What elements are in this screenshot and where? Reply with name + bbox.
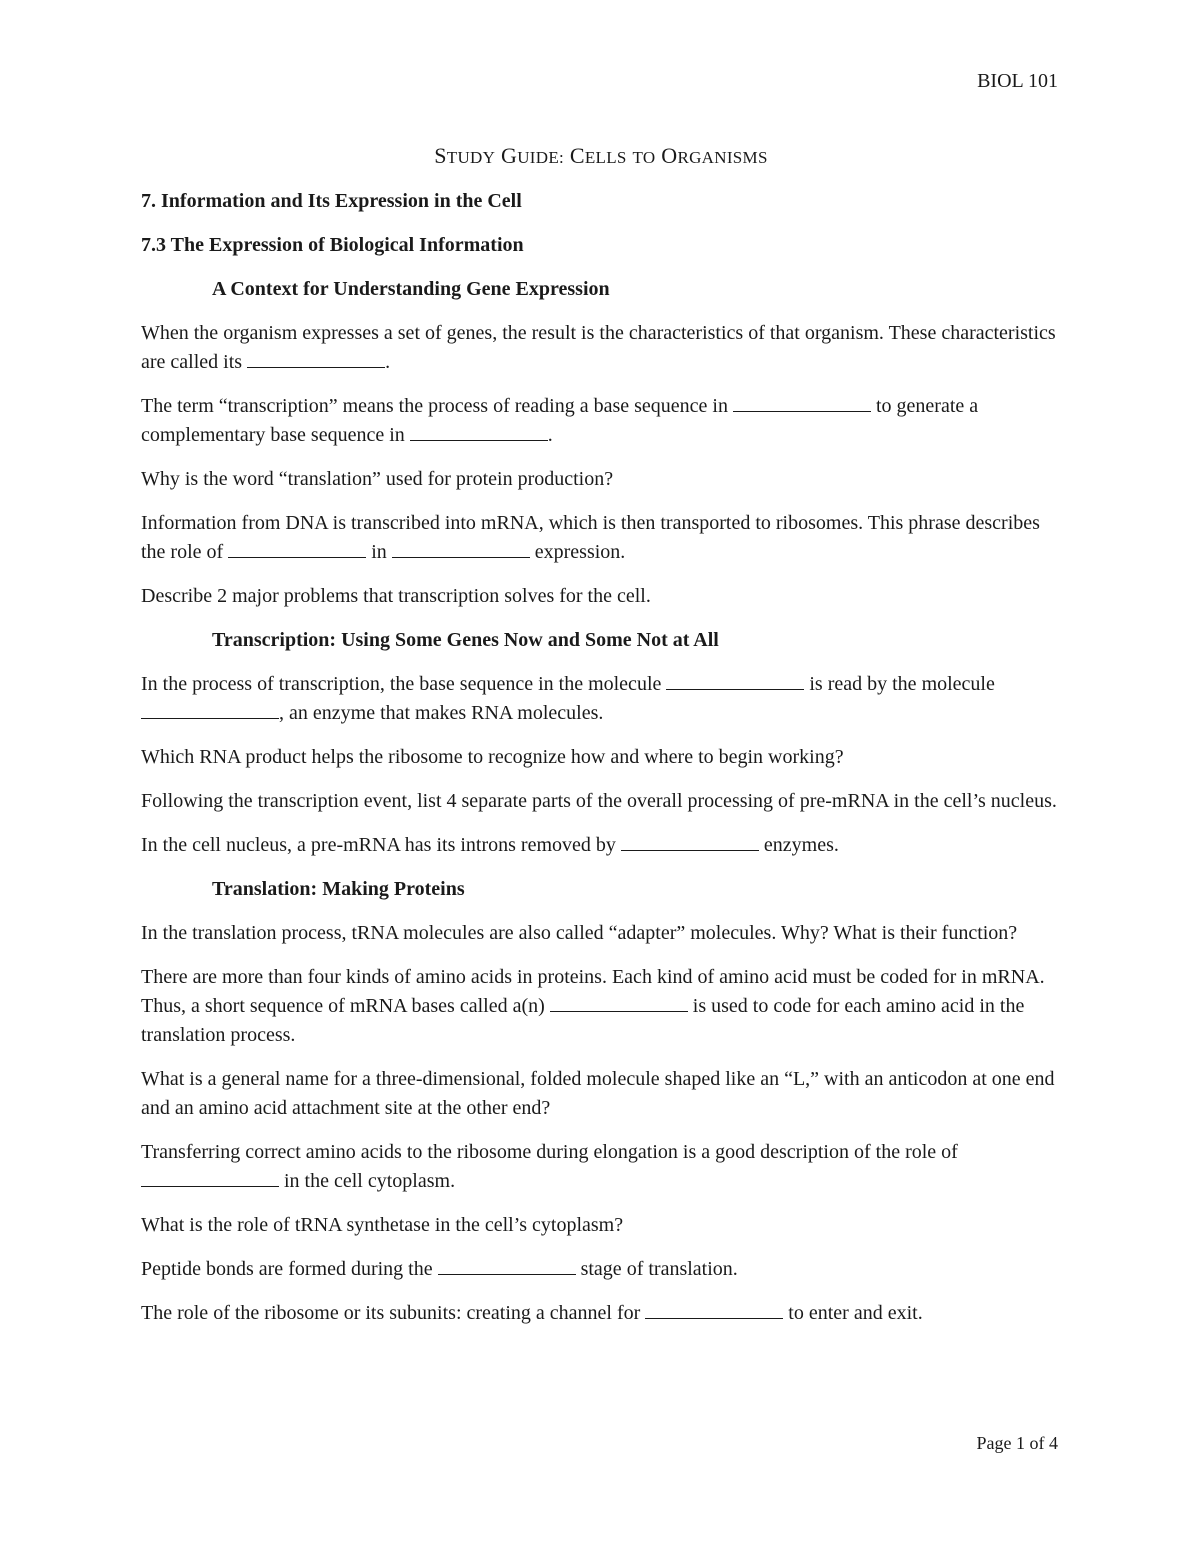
question: In the cell nucleus, a pre-mRNA has its introns removed by enzymes.	[141, 834, 839, 856]
subsection-heading: Transcription: Using Some Genes Now and Some Not at All	[212, 629, 719, 651]
document-body	[141, 143, 1061, 1343]
question: Which RNA product helps the ribosome to recognize how and where to begin working?	[141, 746, 844, 768]
question: What is the role of tRNA synthetase in the cell’s cytoplasm?	[141, 1214, 624, 1236]
answer-blank[interactable]	[228, 539, 366, 558]
document-title: STUDY GUIDE: CELLS TO ORGANISMS	[434, 143, 768, 168]
course-code: BIOL 101	[977, 70, 1058, 92]
subsection-heading: A Context for Understanding Gene Expression	[212, 278, 610, 300]
answer-blank[interactable]	[141, 1168, 279, 1187]
answer-blank[interactable]	[247, 349, 385, 368]
answer-blank[interactable]	[410, 422, 548, 441]
answer-blank[interactable]	[438, 1256, 576, 1275]
answer-blank[interactable]	[141, 700, 279, 719]
page-number: Page 1 of 4	[976, 1433, 1058, 1453]
chapter-heading: 7. Information and Its Expression in the Cell	[141, 190, 522, 212]
answer-blank[interactable]	[733, 393, 871, 412]
question: Peptide bonds are formed during the stage of translation.	[141, 1258, 738, 1280]
question: In the translation process, tRNA molecules are also called “adapter” molecules. Why? What is their function?	[141, 922, 1018, 944]
section-heading: 7.3 The Expression of Biological Information	[141, 234, 524, 256]
answer-blank[interactable]	[392, 539, 530, 558]
answer-blank[interactable]	[666, 671, 804, 690]
question: When the organism expresses a set of genes, the result is the characteristics of that organism. These characteristics are called its .	[141, 322, 1056, 373]
question: Information from DNA is transcribed into mRNA, which is then transported to ribosomes. This phrase describes the role of in expression.	[141, 512, 1040, 563]
question: What is a general name for a three-dimensional, folded molecule shaped like an “L,” with an anticodon at one end and an amino acid attachment site at the other end?	[141, 1068, 1055, 1119]
question: Transferring correct amino acids to the ribosome during elongation is a good description of the role of in the cell cytoplasm.	[141, 1141, 958, 1192]
question: Following the transcription event, list 4 separate parts of the overall processing of pre-mRNA in the cell’s nucleus.	[141, 790, 1057, 812]
subsection-heading: Translation: Making Proteins	[212, 878, 465, 900]
question: Why is the word “translation” used for protein production?	[141, 468, 614, 490]
answer-blank[interactable]	[550, 993, 688, 1012]
question: The term “transcription” means the process of reading a base sequence in to generate a complementary base sequence in .	[141, 395, 979, 446]
question: The role of the ribosome or its subunits: creating a channel for to enter and exit.	[141, 1302, 923, 1324]
answer-blank[interactable]	[621, 832, 759, 851]
question: There are more than four kinds of amino acids in proteins. Each kind of amino acid must be coded for in mRNA. Thus, a short sequence of mRNA bases called a(n) is used to code for each amino acid in the translation process.	[141, 966, 1045, 1046]
answer-blank[interactable]	[645, 1300, 783, 1319]
question: In the process of transcription, the base sequence in the molecule is read by the molecule , an enzyme that makes RNA molecules.	[141, 673, 995, 724]
question: Describe 2 major problems that transcription solves for the cell.	[141, 585, 651, 607]
